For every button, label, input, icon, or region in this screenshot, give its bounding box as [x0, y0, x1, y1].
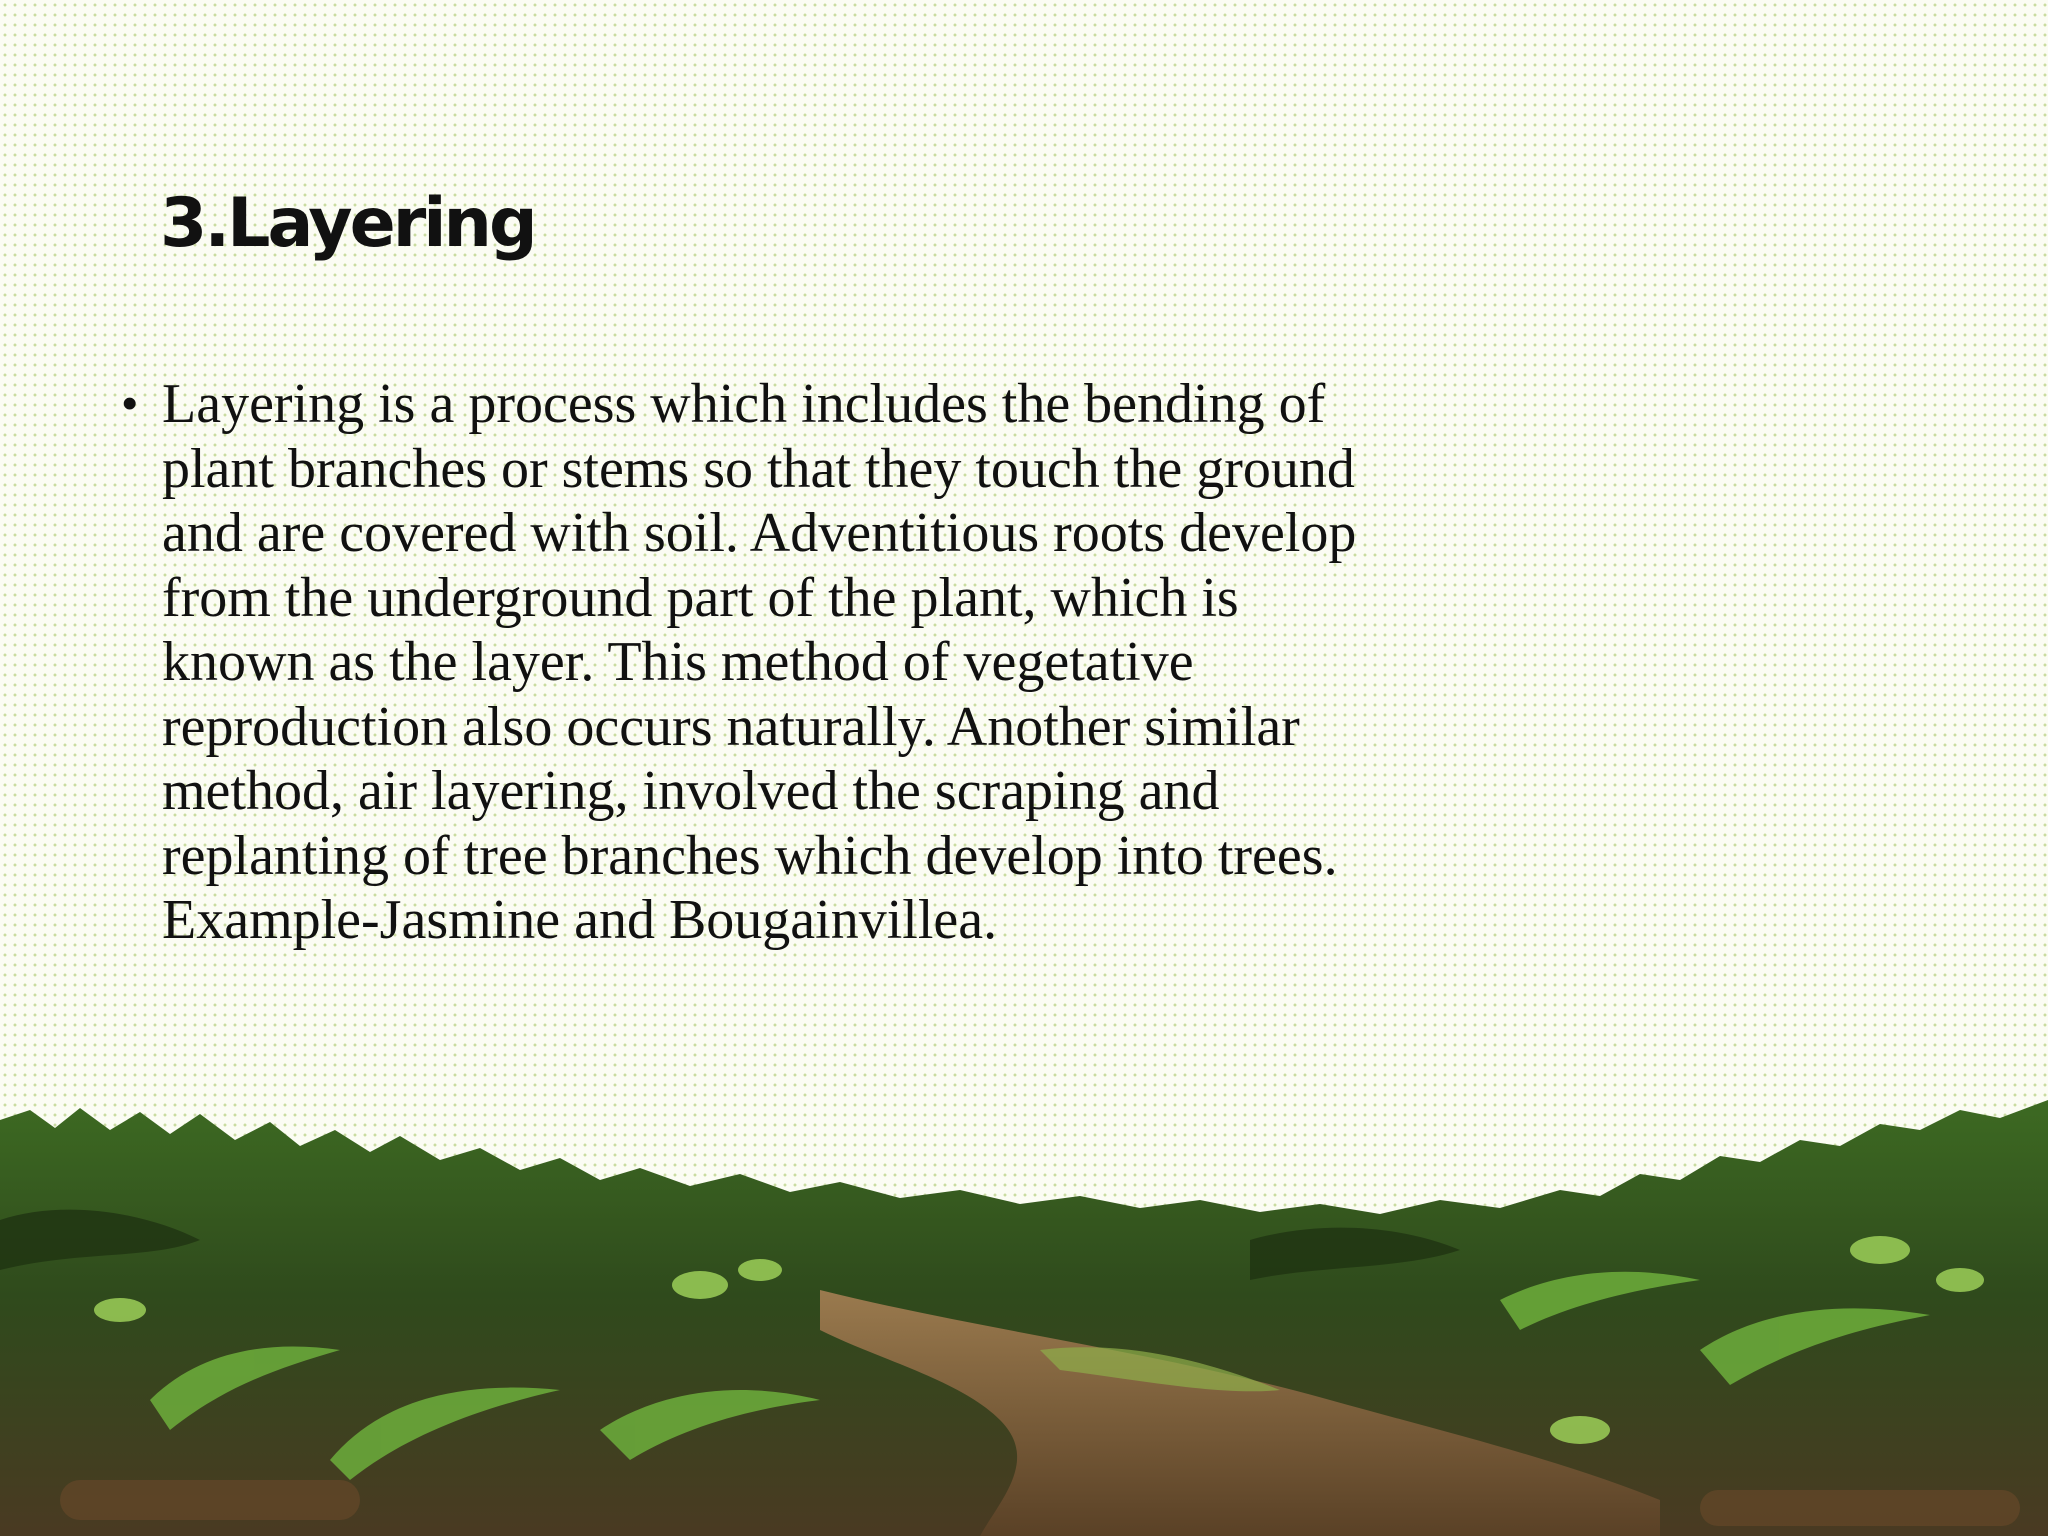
bullet-text: Layering is a process which includes the bending of plant branches or stems so that they touch the ground and are covered with soil. Adventitious roots develop from the underground part of the plant, which is known as the layer. This method of vegetative reproduction also occurs naturally. Another similar method, air layering, involved the scraping and replanting of tree branches which develop into trees. Example-Jasmine and Bougainvillea.	[162, 373, 1357, 951]
slide-title: 3.Layering	[160, 184, 535, 263]
forest-floor-image	[0, 1100, 2048, 1536]
bullet-list	[122, 372, 1392, 953]
bullet-item	[122, 372, 1392, 953]
bullet-icon: •	[122, 379, 138, 428]
